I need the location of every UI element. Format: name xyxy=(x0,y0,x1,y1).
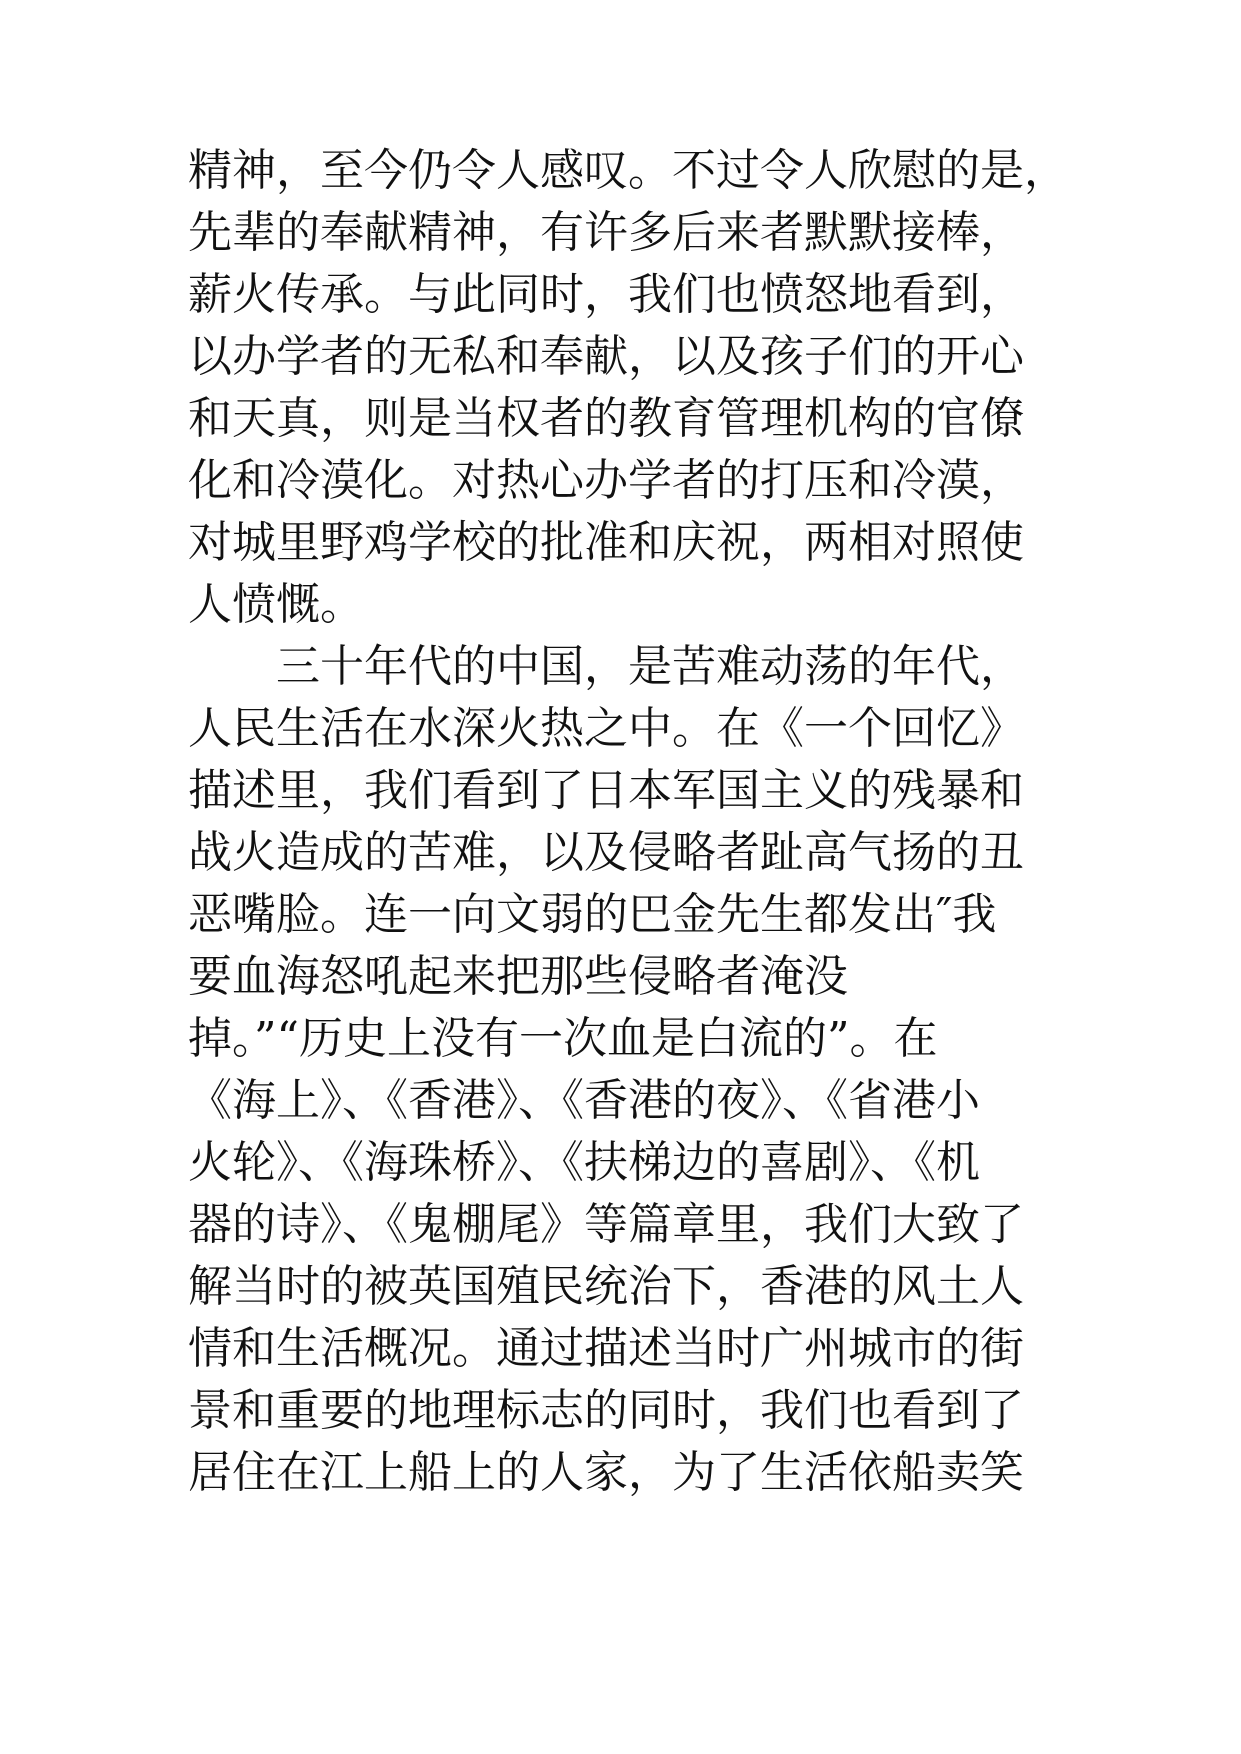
text-line: 《海上》、《香港》、《香港的夜》、《省港小 xyxy=(188,1075,980,1126)
text-line: 恶嘴脸。连一向文弱的巴金先生都发出″我 xyxy=(188,889,997,940)
text-line: 要血海怒吼起来把那些侵略者淹没 xyxy=(188,951,848,1002)
text-line: 化和冷漠化。对热心办学者的打压和冷漠， xyxy=(188,455,1024,506)
text-line: 先辈的奉献精神，有许多后来者默默接棒， xyxy=(188,207,1024,258)
text-line: 器的诗》、《鬼棚尾》等篇章里，我们大致了 xyxy=(188,1199,1024,1250)
text-line: 情和生活概况。通过描述当时广州城市的街 xyxy=(188,1323,1024,1374)
text-line: 描述里，我们看到了日本军国主义的残暴和 xyxy=(188,765,1024,816)
text-line: 人愤慨。 xyxy=(188,579,364,630)
text-line: 人民生活在水深火热之中。在《一个回忆》 xyxy=(188,703,1024,754)
body-text xyxy=(188,140,1088,1504)
text-line: 三十年代的中国，是苦难动荡的年代， xyxy=(188,641,1024,692)
text-line: 对城里野鸡学校的批准和庆祝，两相对照使 xyxy=(188,517,1024,568)
text-line: 以办学者的无私和奉献，以及孩子们的开心 xyxy=(188,331,1024,382)
text-line: 战火造成的苦难，以及侵略者趾高气扬的丑 xyxy=(188,827,1024,878)
text-line: 居住在江上船上的人家，为了生活依船卖笑 xyxy=(188,1447,1024,1498)
text-line: 薪火传承。与此同时，我们也愤怒地看到， xyxy=(188,269,1024,320)
text-line: 精神，至今仍令人感叹。不过令人欣慰的是， xyxy=(188,145,1068,196)
text-line: 火轮》、《海珠桥》、《扶梯边的喜剧》、《机 xyxy=(188,1137,980,1188)
text-line: 和天真，则是当权者的教育管理机构的官僚 xyxy=(188,393,1024,444)
text-line: 掉。”“历史上没有一次血是白流的”。在 xyxy=(188,1013,938,1064)
text-line: 解当时的被英国殖民统治下，香港的风土人 xyxy=(188,1261,1024,1312)
text-line: 景和重要的地理标志的同时，我们也看到了 xyxy=(188,1385,1024,1436)
